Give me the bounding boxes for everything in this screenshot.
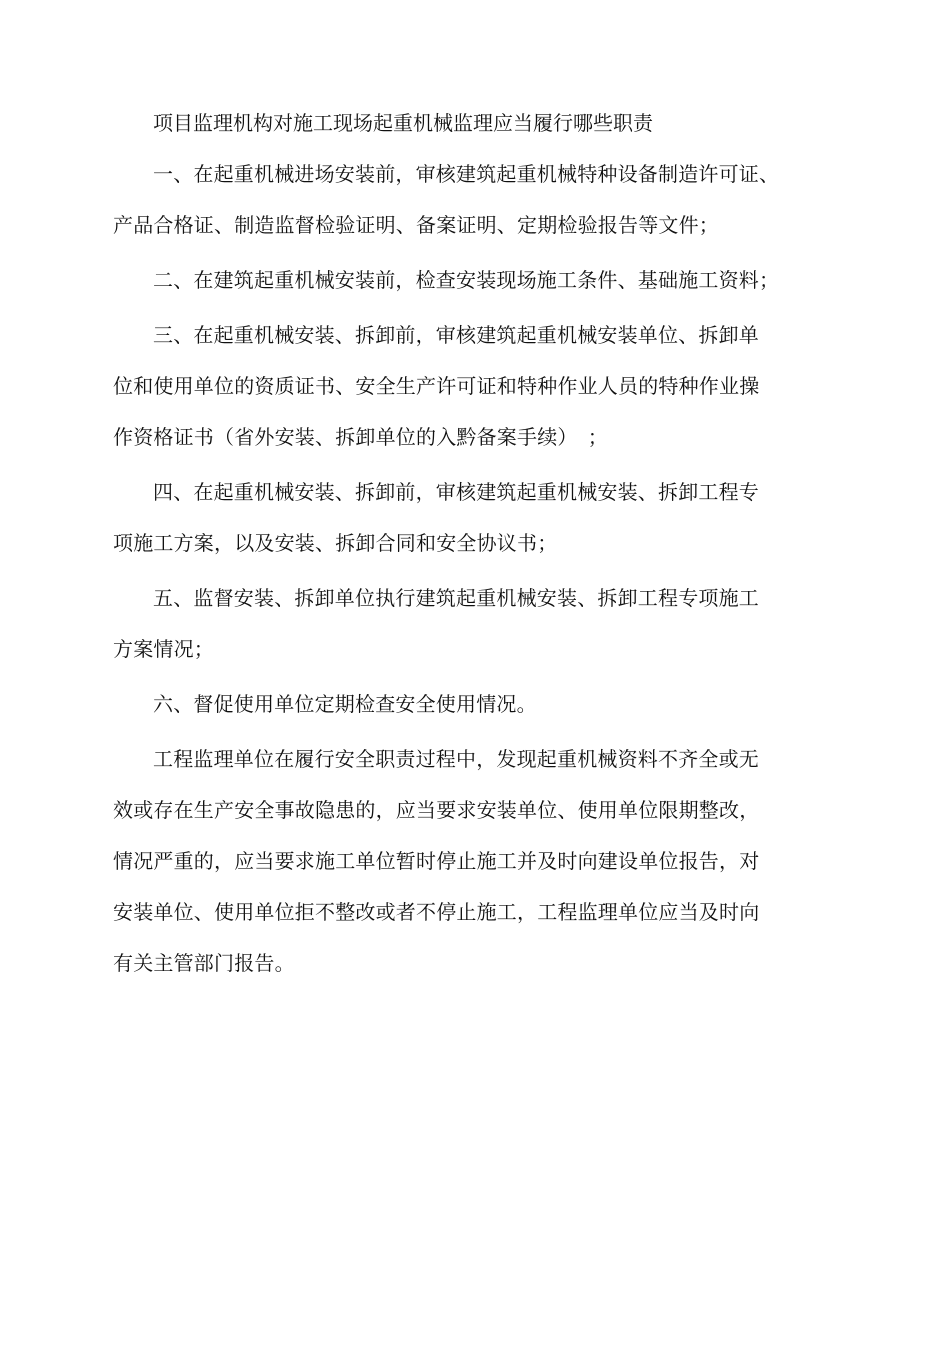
paragraph-line: 工程监理单位在履行安全职责过程中，发现起重机械资料不齐全或无 bbox=[153, 747, 759, 771]
paragraph-line: 一、在起重机械进场安装前，审核建筑起重机械特种设备制造许可证、 bbox=[153, 162, 780, 186]
paragraph-line: 项施工方案，以及安装、拆卸合同和安全协议书； bbox=[113, 531, 558, 555]
paragraph-line: 四、在起重机械安装、拆卸前，审核建筑起重机械安装、拆卸工程专 bbox=[153, 480, 759, 504]
paragraph-7 bbox=[113, 734, 813, 989]
document-body bbox=[113, 98, 813, 993]
paragraph-line: 作资格证书（省外安装、拆卸单位的入黔备案手续） ； bbox=[113, 425, 608, 449]
paragraph-line: 有关主管部门报告。 bbox=[113, 951, 295, 975]
paragraph-3 bbox=[113, 310, 813, 463]
paragraph-line: 安装单位、使用单位拒不整改或者不停止施工，工程监理单位应当及时向 bbox=[113, 900, 760, 924]
paragraph-line: 产品合格证、制造监督检验证明、备案证明、定期检验报告等文件； bbox=[113, 213, 719, 237]
paragraph-6 bbox=[113, 679, 813, 730]
paragraph-1 bbox=[113, 149, 813, 251]
paragraph-4 bbox=[113, 467, 813, 569]
paragraph-line: 位和使用单位的资质证书、安全生产许可证和特种作业人员的特种作业操 bbox=[113, 374, 760, 398]
paragraph-line: 五、监督安装、拆卸单位执行建筑起重机械安装、拆卸工程专项施工 bbox=[153, 586, 759, 610]
paragraph-line: 情况严重的，应当要求施工单位暂时停止施工并及时向建设单位报告，对 bbox=[113, 849, 760, 873]
document-title: 项目监理机构对施工现场起重机械监理应当履行哪些职责 bbox=[153, 111, 653, 135]
paragraph-line: 六、督促使用单位定期检查安全使用情况。 bbox=[153, 692, 537, 716]
paragraph-line: 三、在起重机械安装、拆卸前，审核建筑起重机械安装单位、拆卸单 bbox=[153, 323, 759, 347]
paragraph-list bbox=[113, 149, 813, 989]
paragraph-line: 方案情况； bbox=[113, 637, 214, 661]
paragraph-5 bbox=[113, 573, 813, 675]
paragraph-2 bbox=[113, 255, 813, 306]
paragraph-line: 效或存在生产安全事故隐患的，应当要求安装单位、使用单位限期整改， bbox=[113, 798, 760, 822]
paragraph-line: 二、在建筑起重机械安装前，检查安装现场施工条件、基础施工资料； bbox=[153, 268, 780, 292]
